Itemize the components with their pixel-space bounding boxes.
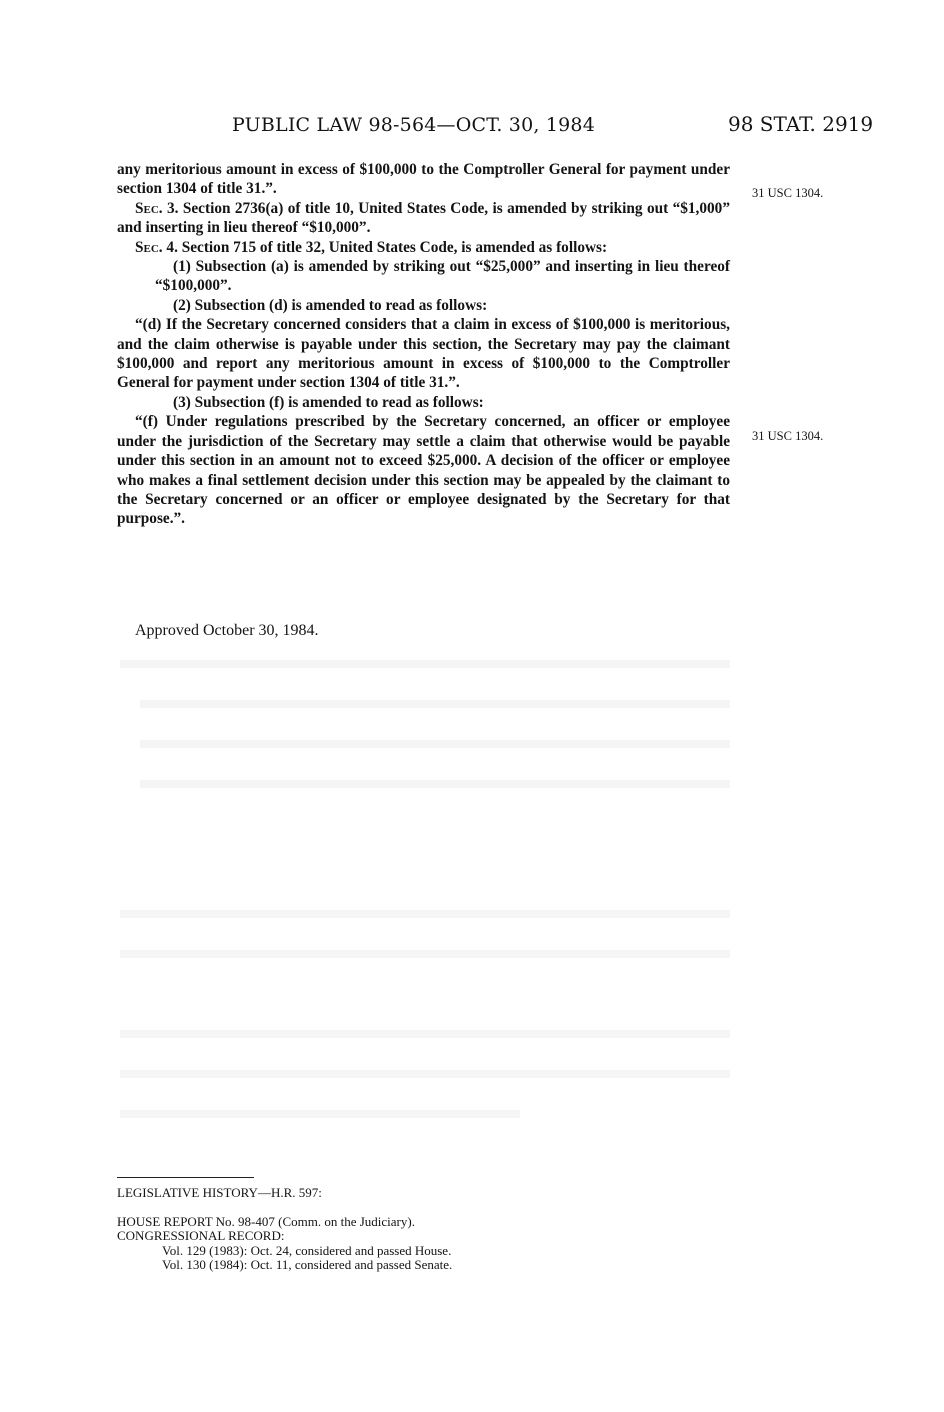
footnote-divider xyxy=(117,1177,254,1178)
history-title: LEGISLATIVE HISTORY—H.R. 597: xyxy=(117,1185,322,1200)
section-4-text: Section 715 of title 32, United States Code, is amended as follows: xyxy=(177,238,608,256)
section-3-text: Section 2736(a) of title 10, United States Code, is amended by striking out “$1,000” and inserting in lieu thereof “$10,000”. xyxy=(117,199,730,237)
margin-note-citation: 31 USC 1304. xyxy=(752,186,824,200)
subsection-1: (1) Subsection (a) is amended by striking out “$25,000” and inserting in lieu thereof “$100,000”. xyxy=(155,258,730,295)
page-header-title: PUBLIC LAW 98-564—OCT. 30, 1984 xyxy=(232,114,596,136)
section-3 xyxy=(117,199,730,238)
quoted-subsection-f: “(f) Under regulations prescribed by the Secretary concerned, an officer or employee under the jurisdiction of the Secretary may settle a claim that otherwise would be payable under this section in an amount not to exceed $25,000. A decision of the officer or employee who makes a final settlement decision under this section may be appealed by the claimant to the Secretary concerned or an officer or employee designated by the Secretary for that purpose.”. xyxy=(117,413,730,528)
subsection-3: (3) Subsection (f) is amended to read as follows: xyxy=(173,393,484,411)
approval-date: Approved October 30, 1984. xyxy=(135,622,319,639)
paragraph-continuation: any meritorious amount in excess of $100,000 to the Comptroller General for payment under section 1304 of title 31.”. xyxy=(117,161,730,198)
history-volume: Vol. 130 (1984): Oct. 11, considered and passed Senate. xyxy=(162,1257,453,1272)
section-4-label: Sec. 4. xyxy=(135,238,178,256)
subsection-2: (2) Subsection (d) is amended to read as follows: xyxy=(173,296,488,314)
page-header-stat: 98 STAT. 2919 xyxy=(728,112,874,136)
quoted-subsection-d: “(d) If the Secretary concerned considers that a claim in excess of $100,000 is meritorious, and the claim otherwise is payable under this section, the Secretary may pay the claimant $100,000 and report any meritorious amount in excess of $100,000 to the Comptroller General for payment under section 1304 of title 31.”. xyxy=(117,316,730,392)
history-volume: Vol. 129 (1983): Oct. 24, considered and passed House. xyxy=(162,1242,452,1258)
legislative-history xyxy=(117,1186,452,1273)
section-3-label: Sec. 3. xyxy=(135,199,179,217)
history-congressional-record: CONGRESSIONAL RECORD: xyxy=(117,1228,285,1243)
history-house-report: HOUSE REPORT No. 98-407 (Comm. on the Judiciary). xyxy=(117,1213,415,1229)
statute-body xyxy=(117,160,730,529)
section-4 xyxy=(117,238,730,257)
margin-note-citation: 31 USC 1304. xyxy=(752,429,824,443)
